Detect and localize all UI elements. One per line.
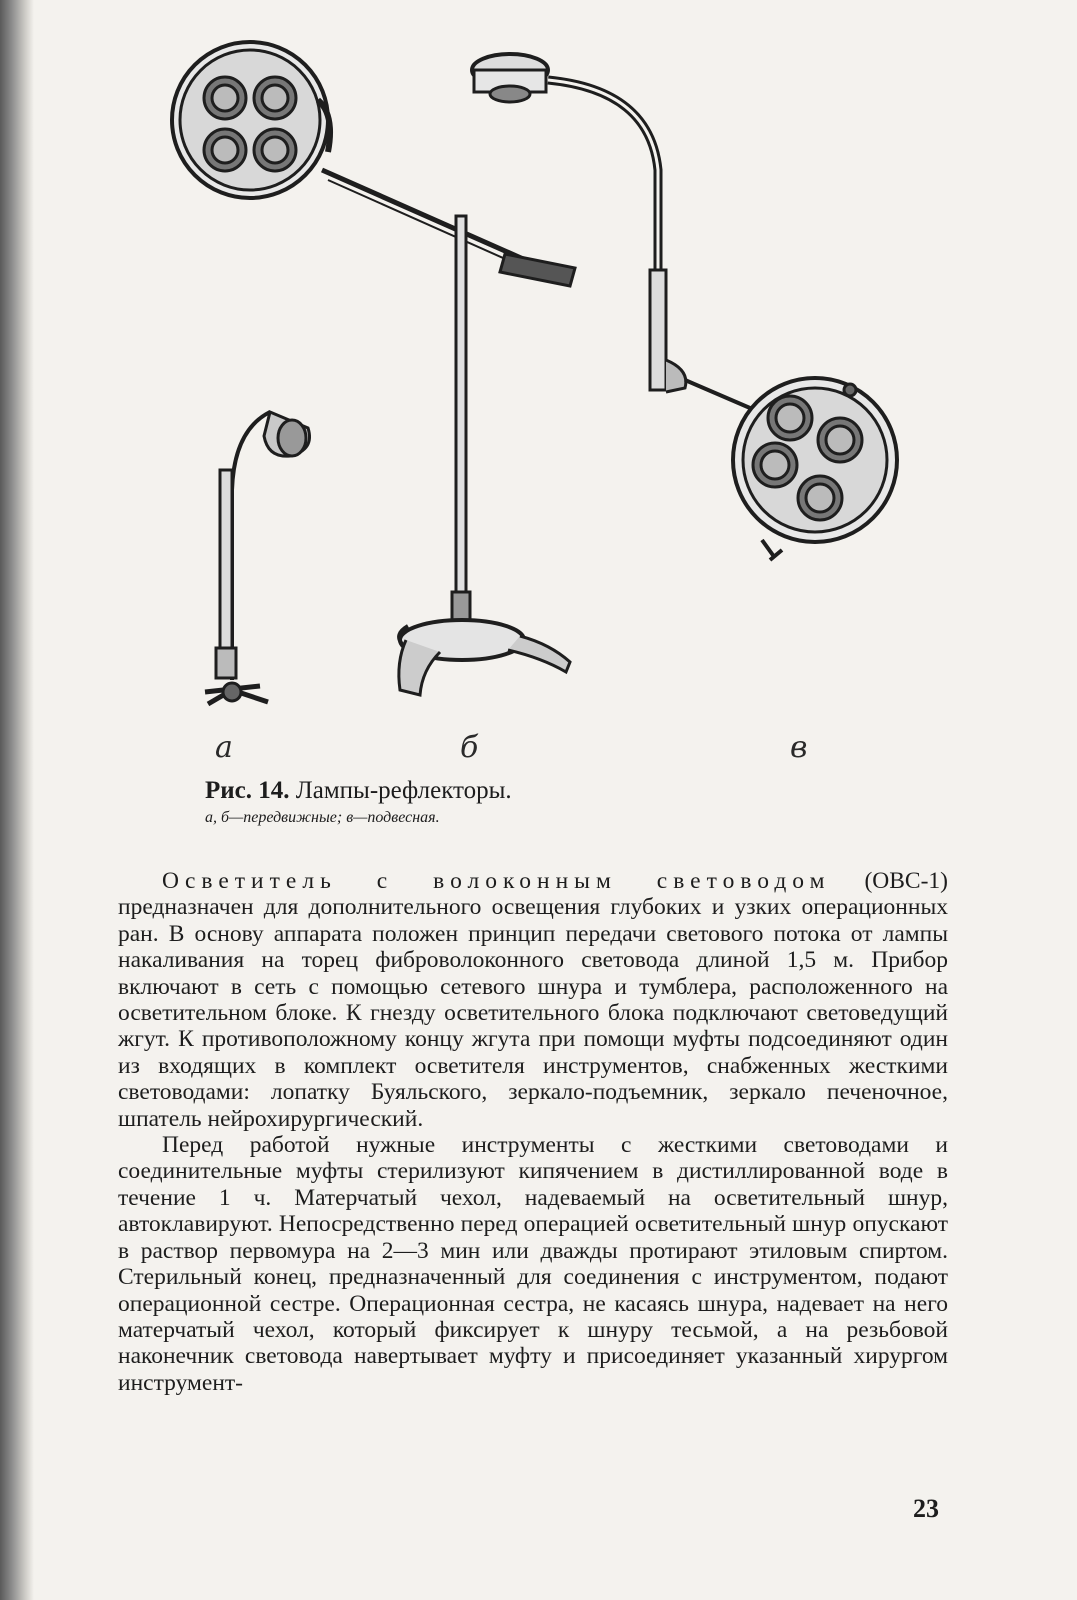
lamp-v-illustration	[472, 54, 897, 560]
body-text	[118, 868, 948, 1396]
paragraph-2: Перед работой нужные инструменты с жесткими световодами и соединительные муфты стерилизуют кипячением в дистиллированной воде в течение 1 ч. Матерчатый чехол, надеваемый на осветительный шнур, автоклавируют. Непосредственно перед операцией осветительный шнур опускают в раствор первомура на 2—3 мин или дважды протирают этиловым спиртом. Стерильный конец, предназначенный для соединения с инструментом, подают операционной сестре. Операционная сестра, не касаясь шнура, надевает на него матерчатый чехол, который фиксирует к шнуру тесьмой, а на резьбовой наконечник световода навертывает муфту и присоединяет указанный хирургом инструмент-	[118, 1132, 948, 1396]
book-spine	[0, 0, 34, 1600]
paragraph-1	[118, 868, 948, 1132]
figure-caption	[205, 776, 805, 828]
caption-subtitle: а, б—передвижные; в—подвесная.	[205, 809, 440, 826]
figure-label-a: а	[215, 730, 233, 765]
paragraph-1-spaced-term: Осветитель с волоконным световодом	[162, 868, 831, 894]
figure-label-v: в	[790, 730, 808, 765]
lamp-a-illustration	[205, 412, 310, 704]
figure-label-b: б	[460, 730, 479, 765]
caption-number: Рис. 14.	[205, 777, 290, 804]
figure-reflector-lamps	[150, 40, 930, 780]
paragraph-1-rest: (ОВС-1) предназначен для дополнительного освещения глубоких и узких операционных ран. В основу аппарата положен принцип передачи светового потока от лампы накаливания на торец фиброволоконного световода длиной 1,5 м. Прибор включают в сеть с помощью сетевого шнура и тумблера, расположенного на осветительном блоке. К гнезду осветительного блока подключают световедущий жгут. К противоположному концу жгута при помощи муфты подсоединяют один из входящих в комплект осветителя инструментов, снабженных жесткими световодами: лопатку Буяльского, зеркало-подъемник, зеркало печеночное, шпатель нейрохирургический.	[118, 868, 948, 1132]
caption-main	[205, 776, 805, 806]
caption-title: Лампы-рефлекторы.	[295, 777, 512, 804]
page-number: 23	[913, 1494, 939, 1523]
